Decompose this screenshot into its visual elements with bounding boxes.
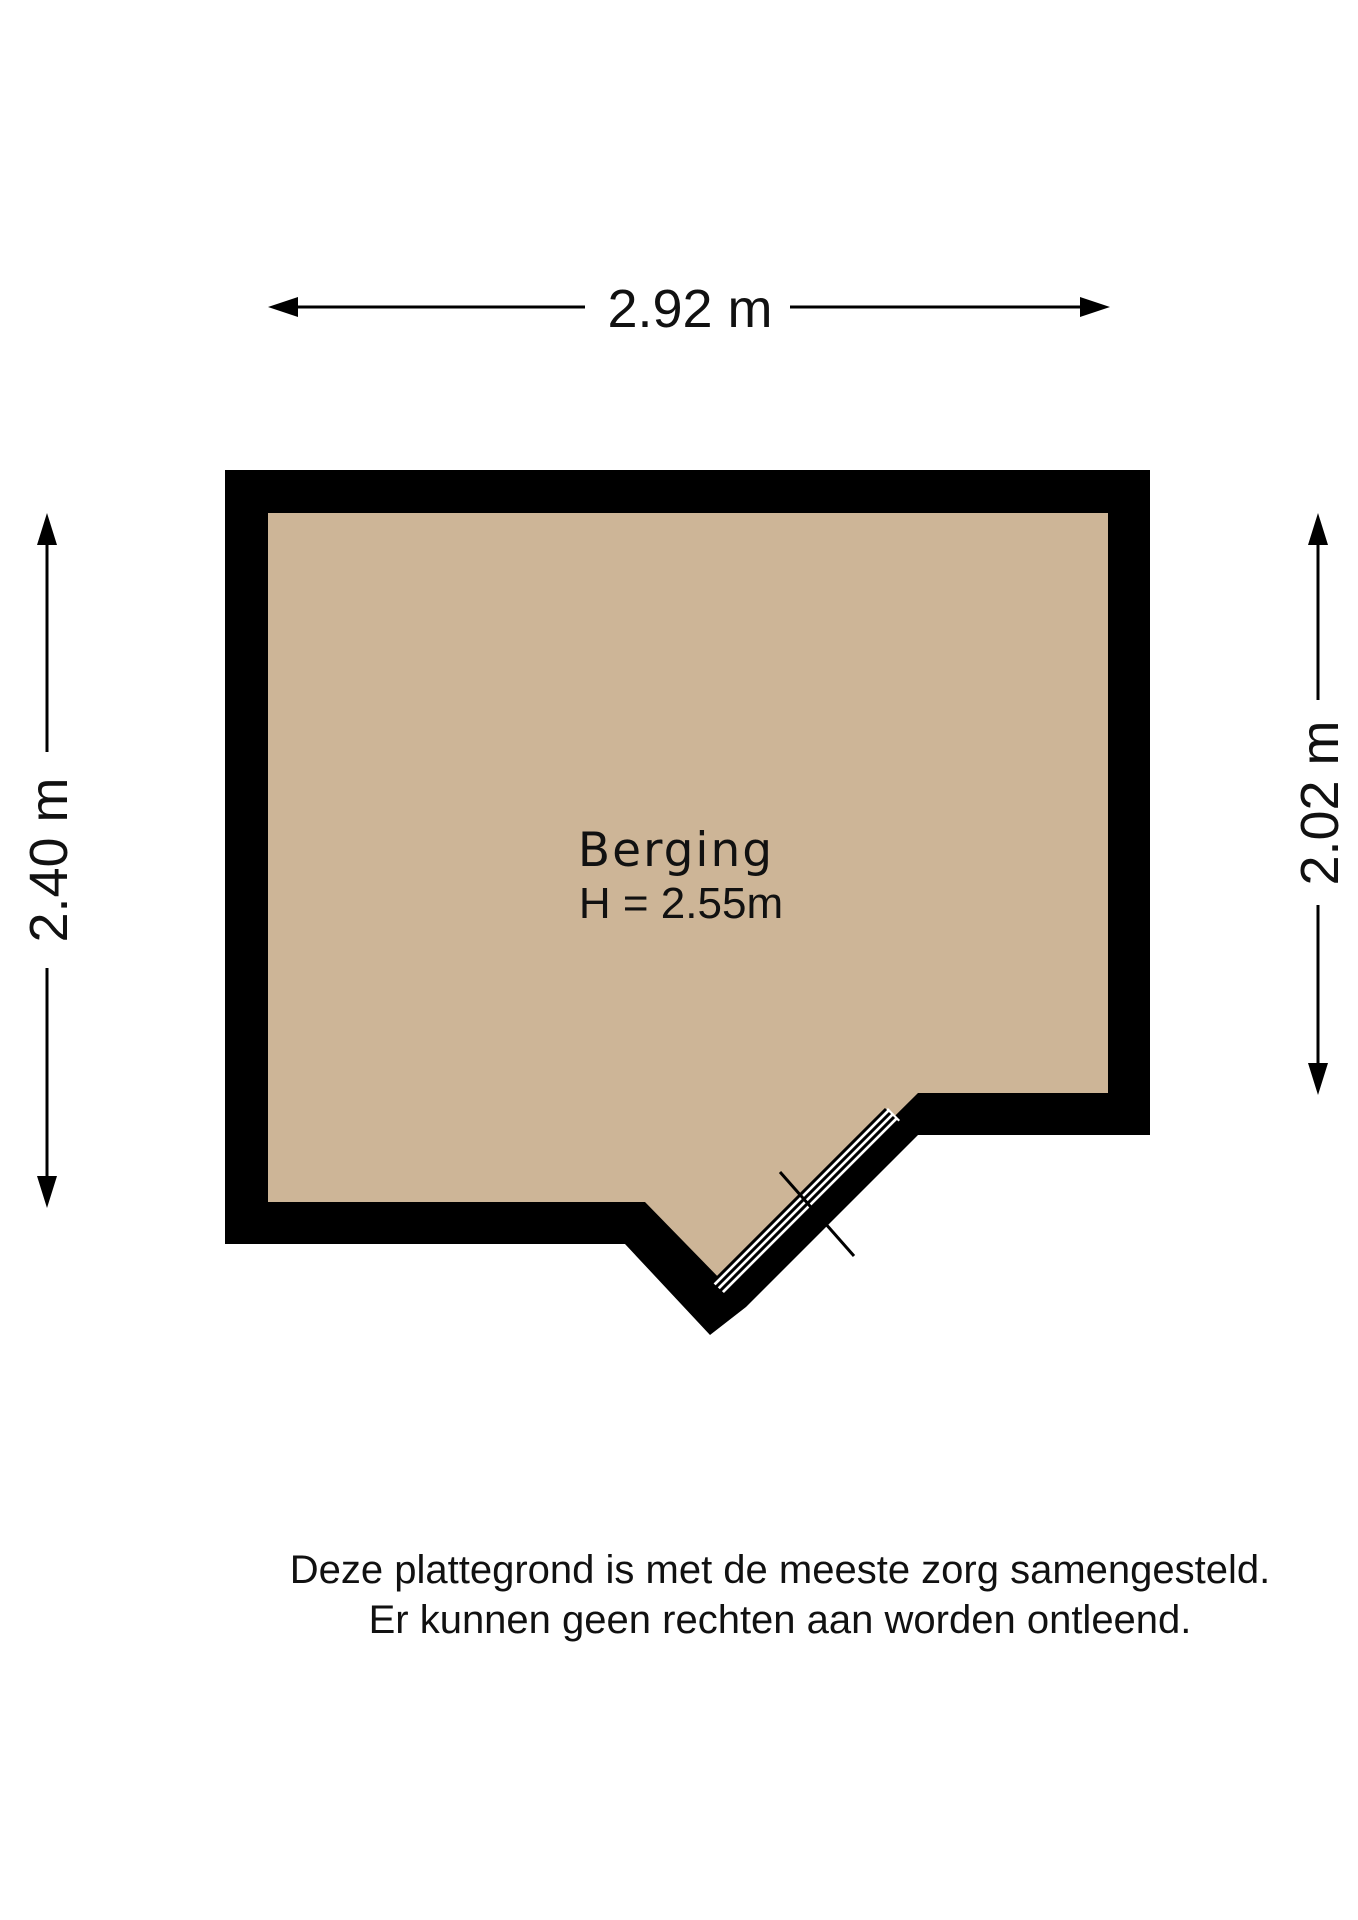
disclaimer [200,1545,1358,1645]
dimension-top [268,279,1110,339]
room-height: H = 2.55m [578,879,784,928]
dimension-right [1290,513,1350,1095]
room-name: Berging [577,823,775,878]
dimension-left-label: 2.40 m [19,777,79,943]
dimension-top-label: 2.92 m [607,279,773,339]
disclaimer-line-1: Deze plattegrond is met de meeste zorg samengesteld. [289,1548,1271,1592]
dimension-left [19,513,79,1208]
dimension-right-label: 2.02 m [1290,720,1350,886]
disclaimer-line-2: Er kunnen geen rechten aan worden ontleend. [368,1598,1192,1642]
